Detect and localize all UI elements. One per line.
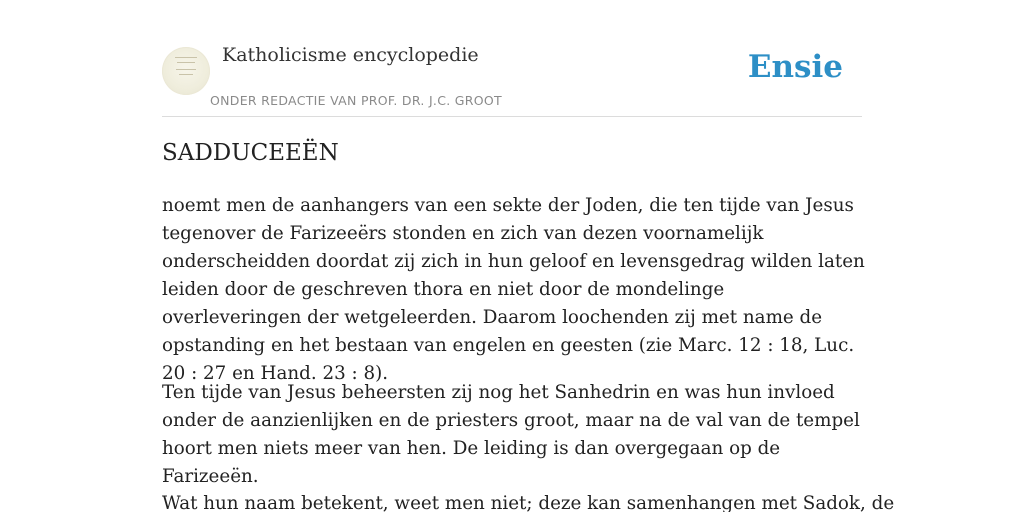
- cover-decoration: [176, 69, 196, 70]
- ensie-logo-link[interactable]: Ensie: [747, 49, 843, 85]
- entry-title: SADDUCEEËN: [162, 140, 339, 166]
- header: [162, 40, 862, 117]
- book-cover-thumbnail[interactable]: [162, 47, 210, 95]
- editor-credit: ONDER REDACTIE VAN PROF. DR. J.C. GROOT: [210, 93, 502, 108]
- entry-paragraph: Ten tijde van Jesus beheersten zij nog het Sanhedrin en was hun invloed onder de aanzienlijken en de priesters groot, maar na de val van de tempel hoort men niets meer van hen. De leiding is dan overgegaan op de Farizeeën.: [162, 382, 860, 487]
- entry-paragraph: noemt men de aanhangers van een sekte der Joden, die ten tijde van Jesus tegenover de Farizeeërs stonden en zich van dezen voornamelijk onderscheidden doordat zij zich in hun geloof en levensgedrag wilden laten leiden door de geschreven thora en niet door de mondelinge overleveringen der wetgeleerden. Daarom loochenden zij met name de opstanding en het bestaan van engelen en geesten (zie Marc. 12 : 18, Luc. 20 : 27 en Hand. 23 : 8).: [162, 195, 865, 384]
- book-title[interactable]: Katholicisme encyclopedie: [222, 44, 479, 66]
- entry-paragraph: Wat hun naam betekent, weet men niet; deze kan samenhangen met Sadok, de: [162, 493, 895, 512]
- cover-decoration: [179, 74, 193, 75]
- cover-decoration: [177, 62, 195, 63]
- cover-decoration: [175, 57, 197, 58]
